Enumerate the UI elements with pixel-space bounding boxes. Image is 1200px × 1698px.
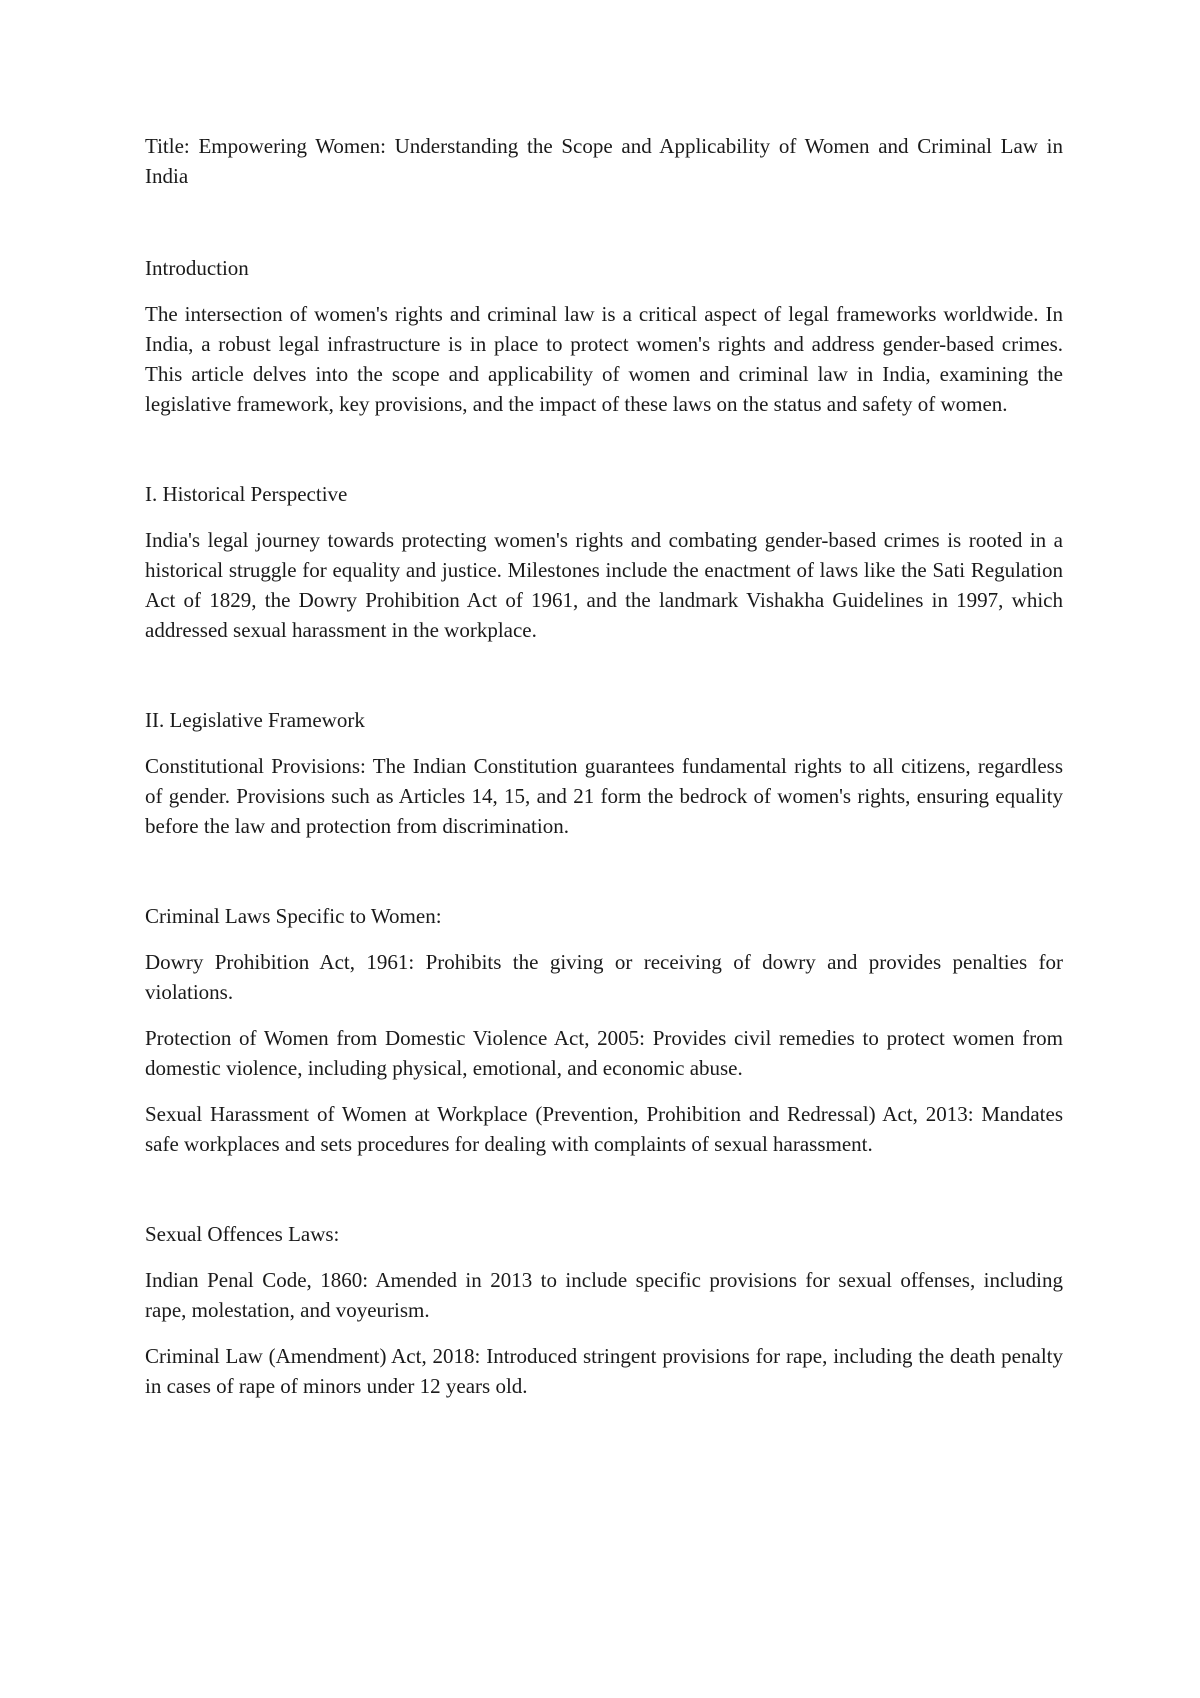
- sexual-offences-heading: Sexual Offences Laws:: [145, 1222, 340, 1246]
- sexual-offence-item: Indian Penal Code, 1860: Amended in 2013 to include specific provisions for sexual offenses, including rape, molestation, and voyeurism.: [145, 1268, 1063, 1322]
- constitutional-provisions-paragraph: Constitutional Provisions: The Indian Constitution guarantees fundamental rights to all citizens, regardless of gender. Provisions such as Articles 14, 15, and 21 form the bedrock of women's rights, ensuring equality before the law and protection from discrimination.: [145, 754, 1063, 838]
- document-page: [145, 131, 1063, 1417]
- introduction-heading: Introduction: [145, 256, 249, 280]
- criminal-law-item: Sexual Harassment of Women at Workplace (Prevention, Prohibition and Redressal) Act, 2013: Mandates safe workplaces and sets procedures for dealing with complaints of sexual harassment.: [145, 1102, 1063, 1156]
- introduction-paragraph: The intersection of women's rights and criminal law is a critical aspect of legal frameworks worldwide. In India, a robust legal infrastructure is in place to protect women's rights and address gender-based crimes. This article delves into the scope and applicability of women and criminal law in India, examining the legislative framework, key provisions, and the impact of these laws on the status and safety of women.: [145, 302, 1063, 416]
- criminal-law-item: Protection of Women from Domestic Violence Act, 2005: Provides civil remedies to protect women from domestic violence, including physical, emotional, and economic abuse.: [145, 1026, 1063, 1080]
- criminal-law-item: Dowry Prohibition Act, 1961: Prohibits the giving or receiving of dowry and provides penalties for violations.: [145, 950, 1063, 1004]
- historical-heading: I. Historical Perspective: [145, 482, 348, 506]
- criminal-laws-heading: Criminal Laws Specific to Women:: [145, 904, 442, 928]
- historical-paragraph: India's legal journey towards protecting women's rights and combating gender-based crimes is rooted in a historical struggle for equality and justice. Milestones include the enactment of laws like the Sati Regulation Act of 1829, the Dowry Prohibition Act of 1961, and the landmark Vishakha Guidelines in 1997, which addressed sexual harassment in the workplace.: [145, 528, 1063, 642]
- legislative-heading: II. Legislative Framework: [145, 708, 365, 732]
- document-title: Title: Empowering Women: Understanding the Scope and Applicability of Women and Criminal Law in India: [145, 134, 1063, 188]
- sexual-offence-item: Criminal Law (Amendment) Act, 2018: Introduced stringent provisions for rape, including the death penalty in cases of rape of minors under 12 years old.: [145, 1344, 1063, 1398]
